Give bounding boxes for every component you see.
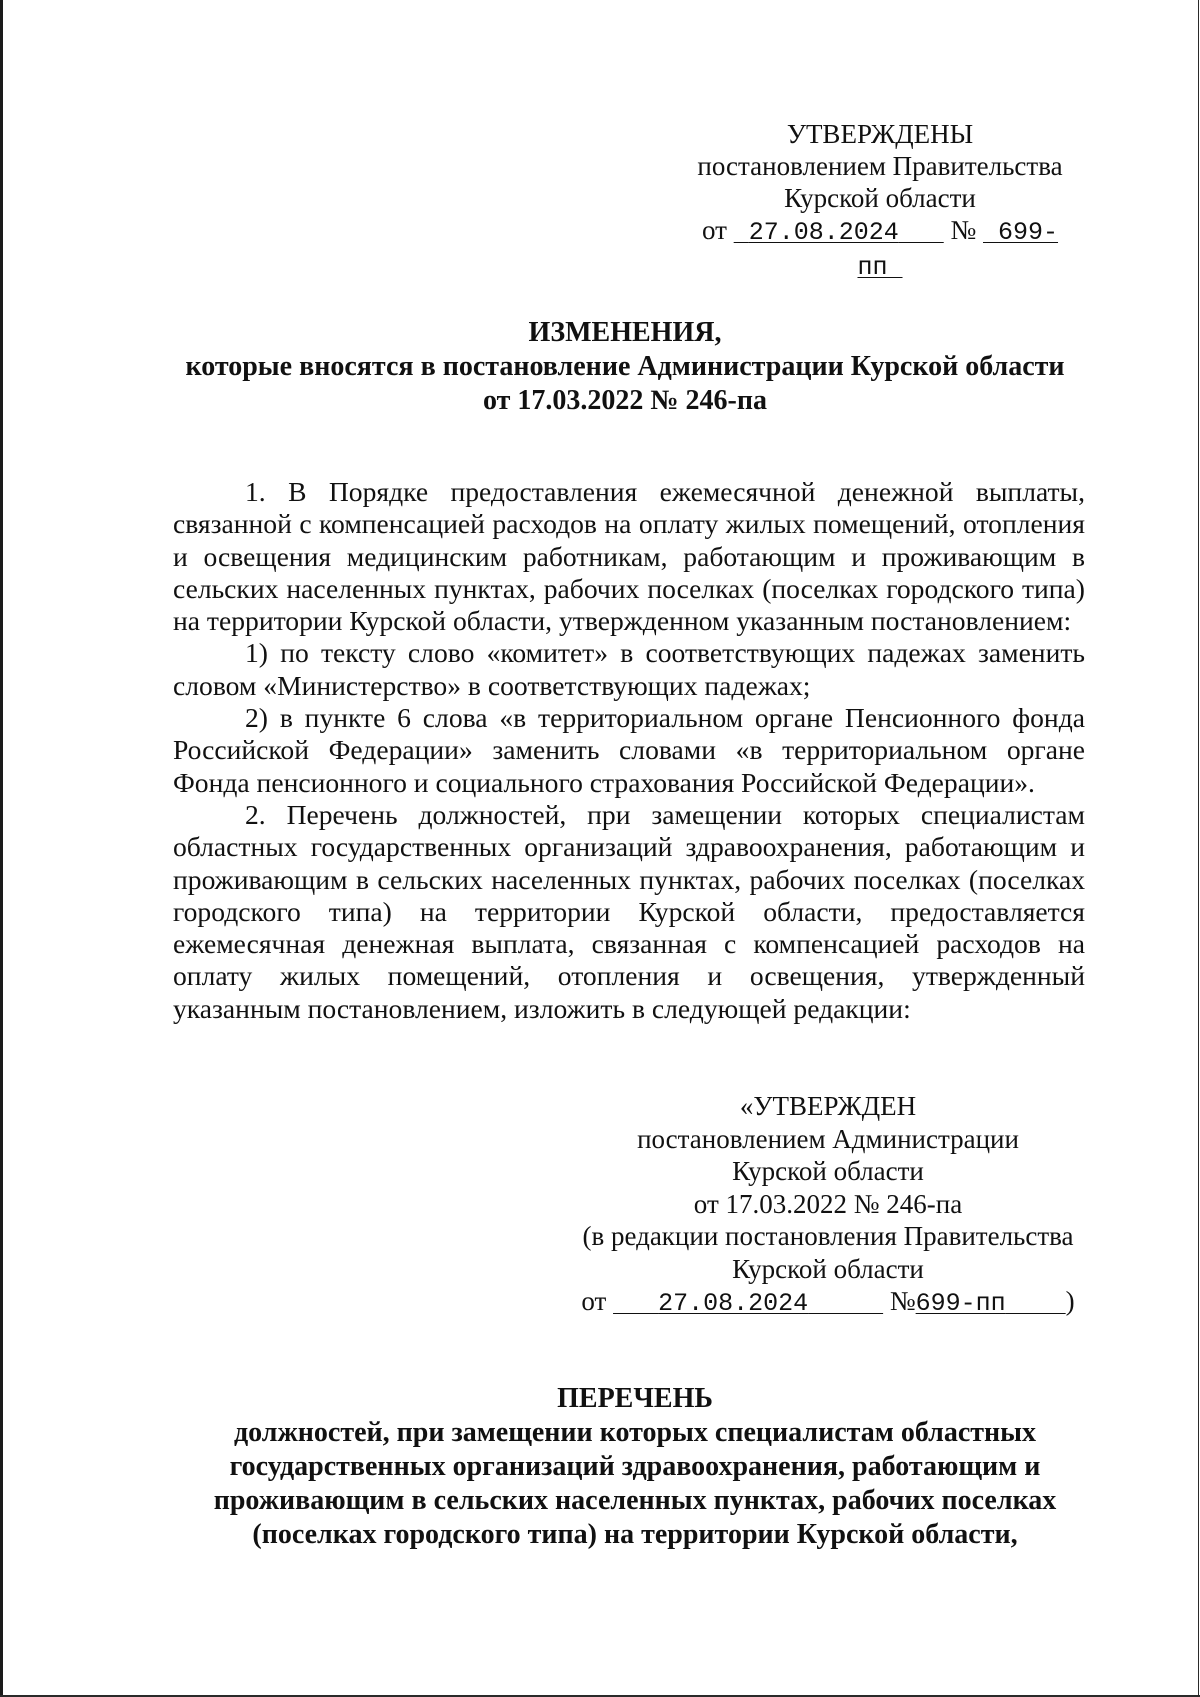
scan-left-border xyxy=(0,0,3,1697)
document-title xyxy=(170,316,1080,418)
approval2-line-2: Курской области xyxy=(732,1156,924,1186)
paragraph-1-item-1: 1) по тексту слово «комитет» в соответствующих падежах заменить словом «Министерство» в соответствующих падежах; xyxy=(173,637,1085,701)
approval-from-label: от xyxy=(701,215,727,245)
paragraph-1-item-2: 2) в пункте 6 слова «в территориальном органе Пенсионного фонда Российской Федерации» заменить словами «в территориальном органе Фонда пенсионного и социального страхования Российской Федерации». xyxy=(173,702,1085,798)
paragraph-2: 2. Перечень должностей, при замещении которых специалистам областных государственных организаций здравоохранения, работающим и проживающим в сельских населенных пунктах, рабочих поселках (поселках городского типа) на территории Курской области, предоставляется ежемесячная денежная выплата, связанная с компенсацией расходов на оплату жилых помещений, отопления и освещения, утвержденный указанным постановлением, изложить в следующей редакции: xyxy=(173,798,1085,1024)
approval2-from-label: от xyxy=(581,1286,607,1316)
approval-line-1: постановлением Правительства xyxy=(697,151,1063,181)
list-title-line-4: (поселках городского типа) на территории Курской области, xyxy=(252,1519,1018,1550)
list-title xyxy=(170,1382,1100,1552)
list-title-line-1: должностей, при замещении которых специалистам областных xyxy=(233,1417,1037,1448)
approval-stamp-2 xyxy=(568,1090,1088,1321)
approval-date: 27.08.2024 xyxy=(748,218,899,247)
approval2-number: 699-пп xyxy=(915,1289,1006,1318)
approval-line-2: Курской области xyxy=(784,183,976,213)
approval2-date-line xyxy=(568,1285,1088,1321)
list-title-line-3: проживающим в сельских населенных пунктах, рабочих поселках xyxy=(213,1485,1057,1516)
title-line-1: которые вносятся в постановление Администрации Курской области xyxy=(185,351,1065,382)
approval2-number-label: № xyxy=(889,1286,916,1316)
approval2-line-3: от 17.03.2022 № 246-па xyxy=(693,1188,963,1219)
approval2-line-5: Курской области xyxy=(732,1253,924,1284)
approval2-heading: «УТВЕРЖДЕН xyxy=(739,1091,917,1121)
list-title-line-2: государственных организаций здравоохранения, работающим и xyxy=(229,1451,1041,1482)
approval-date-line xyxy=(680,214,1080,284)
approval-heading: УТВЕРЖДЕНЫ xyxy=(786,119,974,149)
approval-number-label: № xyxy=(950,215,977,245)
approval2-line-1: постановлением Администрации xyxy=(637,1123,1019,1154)
approval2-date: 27.08.2024 xyxy=(658,1289,809,1318)
approval2-line-4: (в редакции постановления Правительства xyxy=(582,1221,1074,1251)
document-body xyxy=(173,476,1085,1025)
list-title-heading: ПЕРЕЧЕНЬ xyxy=(557,1383,713,1414)
scan-right-border xyxy=(1198,0,1199,1697)
title-line-2: от 17.03.2022 № 246-па xyxy=(483,385,767,416)
approval-number: 699-пп xyxy=(857,218,1059,282)
title-heading: ИЗМЕНЕНИЯ, xyxy=(528,317,722,348)
approval-stamp xyxy=(680,118,1080,284)
approval2-closing: ) xyxy=(1065,1286,1075,1316)
paragraph-1: 1. В Порядке предоставления ежемесячной денежной выплаты, связанной с компенсацией расходов на оплату жилых помещений, отопления и освещения медицинским работникам, работающим и проживающим в сельских населенных пунктах, рабочих поселках (поселках городского типа) на территории Курской области, утвержденном указанным постановлением: xyxy=(173,476,1085,637)
